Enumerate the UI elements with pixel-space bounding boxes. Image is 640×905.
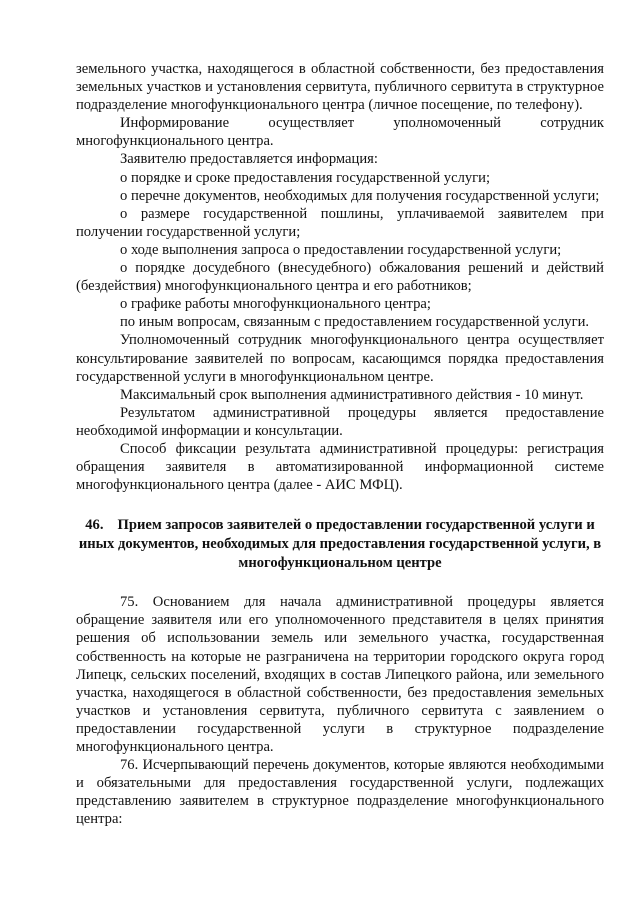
section-number: 46.	[85, 517, 104, 534]
list-item-appeal: о порядке досудебного (внесудебного) обжалования решений и действий (бездействия) многофункционального центра и его работников;	[76, 260, 604, 295]
paragraph-max-time: Максимальный срок выполнения административного действия - 10 минут.	[120, 386, 584, 403]
list-item-procedure: о порядке и сроке предоставления государственной услуги;	[120, 169, 491, 186]
paragraph-result: Результатом административной процедуры является предоставление необходимой информации и консультации.	[76, 404, 604, 439]
section-title: Прием запросов заявителей о предоставлении государственной услуги и иных документов, необходимых для предоставления государственной услуги, в многофункциональном центре	[78, 517, 602, 572]
document-page	[76, 60, 604, 828]
paragraph-consulting: Уполномоченный сотрудник многофункционального центра осуществляет консультирование заявителей по вопросам, касающимся порядка предоставления государственной услуги в многофункциональном центре.	[76, 332, 604, 385]
list-item-progress: о ходе выполнения запроса о предоставлении государственной услуги;	[120, 241, 562, 258]
list-item-other: по иным вопросам, связанным с предоставлением государственной услуги.	[120, 314, 590, 331]
paragraph-info-intro: Заявителю предоставляется информация:	[120, 151, 378, 168]
section-heading	[76, 516, 604, 573]
list-item-fee: о размере государственной пошлины, уплачиваемой заявителем при получении государственной услуги;	[76, 205, 604, 240]
list-item-documents: о перечне документов, необходимых для получения государственной услуги;	[120, 187, 600, 204]
paragraph-75: 75. Основанием для начала административной процедуры является обращение заявителя или его уполномоченного представителя в целях принятия решения об использовании земель или земельного участка, государственная собственность на которые не разграничена на территории городского округа город Липецк, сельских поселений, входящих в состав Липецкого района, или земельного участка, находящегося в областной собственности, без предоставления земельных участков и установления сервитута, публичного сервитута с заявлением о предоставлении государственной услуги в структурное подразделение многофункционального центра.	[76, 594, 604, 755]
paragraph-76: 76. Исчерпывающий перечень документов, которые являются необходимыми и обязательными для предоставления государственной услуги, подлежащих представлению заявителем в структурное подразделение многофункционального центра:	[76, 757, 604, 828]
paragraph-fixation: Способ фиксации результата административной процедуры: регистрация обращения заявителя в автоматизированной информационной системе многофункционального центра (далее - АИС МФЦ).	[76, 440, 604, 494]
list-item-schedule: о графике работы многофункционального центра;	[120, 296, 431, 313]
paragraph-continuation: земельного участка, находящегося в областной собственности, без предоставления земельных участков и установления сервитута, публичного сервитута в структурное подразделение многофункционального центра (личное посещение, по телефону).	[76, 61, 604, 114]
paragraph-informing: Информирование осуществляет уполномоченный сотрудник многофункционального центра.	[76, 115, 604, 150]
